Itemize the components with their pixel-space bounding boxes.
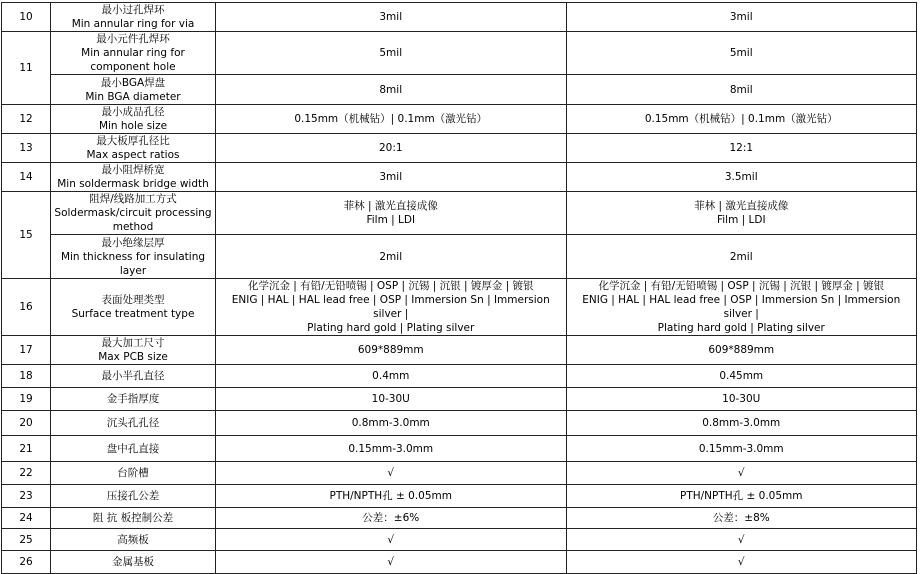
row-number: 20 (2, 411, 51, 436)
cell-line: √ (737, 467, 745, 479)
table-row (2, 75, 917, 105)
value-column-a (216, 105, 567, 134)
value-column-a (216, 32, 567, 75)
value-column-a (216, 134, 567, 163)
cell-line: √ (387, 467, 395, 479)
row-number: 18 (2, 365, 51, 388)
cell-line: 化学沉金 | 有铅/无铅喷锡 | OSP | 沉锡 | 沉银 | 镀厚金 | 镀银 (598, 280, 885, 292)
cell-line: 阻 抗 板控制公差 (92, 512, 174, 524)
cell-line: method (112, 221, 154, 233)
cell-line: 0.15mm（机械钻）| 0.1mm（激光钻） (294, 113, 488, 125)
value-column-a (216, 75, 567, 105)
row-number: 16 (2, 279, 51, 336)
value-column-a (216, 485, 567, 508)
value-column-b (566, 508, 917, 529)
row-number: 17 (2, 336, 51, 365)
cell-line: 高频板 (117, 533, 149, 546)
row-number: 13 (2, 134, 51, 163)
cell-line: PTH/NPTH孔 ± 0.05mm (329, 490, 452, 502)
cell-line: 0.8mm-3.0mm (702, 417, 781, 429)
cell-line: √ (737, 556, 745, 568)
cell-line: PTH/NPTH孔 ± 0.05mm (680, 490, 803, 502)
table-row (2, 32, 917, 75)
cell-line: 0.15mm（机械钻）| 0.1mm（激光钻） (644, 113, 838, 125)
table-row (2, 551, 917, 574)
value-column-a (216, 336, 567, 365)
value-column-b (566, 551, 917, 574)
cell-line: 最小过孔焊环 (101, 4, 165, 16)
item-name (51, 508, 216, 529)
item-name (51, 462, 216, 485)
value-column-a (216, 3, 567, 32)
row-number: 12 (2, 105, 51, 134)
cell-line: 阻焊/线路加工方式 (89, 193, 177, 205)
row-number: 11 (2, 32, 51, 105)
value-column-a (216, 508, 567, 529)
item-name (51, 105, 216, 134)
item-name (51, 134, 216, 163)
value-column-a (216, 436, 567, 462)
item-name (51, 529, 216, 551)
table-row (2, 508, 917, 529)
cell-line: Plating hard gold | Plating silver (307, 322, 475, 334)
table-row (2, 411, 917, 436)
table-row (2, 3, 917, 32)
cell-line: Min annular ring for via (71, 18, 195, 30)
value-column-b (566, 279, 917, 336)
value-column-a (216, 192, 567, 235)
row-number: 24 (2, 508, 51, 529)
cell-line: 609*889mm (708, 344, 775, 356)
value-column-a (216, 411, 567, 436)
cell-line: 最大加工尺寸 (101, 337, 165, 349)
value-column-b (566, 134, 917, 163)
cell-line: 0.15mm-3.0mm (348, 442, 434, 455)
cell-line: 菲林 | 激光直接成像 (694, 200, 789, 212)
item-name (51, 3, 216, 32)
item-name (51, 32, 216, 75)
cell-line: 10-30U (371, 393, 410, 405)
cell-line: 最小成品孔径 (101, 106, 165, 118)
value-column-b (566, 388, 917, 411)
cell-line: 0.4mm (372, 370, 410, 382)
cell-line: 最小半孔直径 (101, 370, 165, 382)
table-body (2, 3, 917, 574)
cell-line: 3mil (379, 11, 403, 23)
cell-line: √ (387, 533, 395, 546)
row-number: 23 (2, 485, 51, 508)
item-name (51, 436, 216, 462)
cell-line: √ (737, 533, 745, 546)
table-row (2, 163, 917, 192)
cell-line: 2mil (729, 250, 753, 263)
value-column-a (216, 388, 567, 411)
row-number: 22 (2, 462, 51, 485)
cell-line: √ (387, 556, 395, 568)
value-column-b (566, 163, 917, 192)
row-number: 14 (2, 163, 51, 192)
table-row (2, 485, 917, 508)
cell-line: 0.15mm-3.0mm (698, 442, 784, 455)
cell-line: layer (119, 264, 147, 277)
table-row (2, 235, 917, 279)
cell-line: 台阶槽 (117, 467, 149, 479)
row-number: 26 (2, 551, 51, 574)
item-name (51, 485, 216, 508)
cell-line: 609*889mm (357, 344, 424, 356)
value-column-b (566, 436, 917, 462)
cell-line: Min thickness for insulating (60, 250, 206, 263)
table-row (2, 336, 917, 365)
cell-line: 最小元件孔焊环 (96, 33, 170, 45)
cell-line: 3mil (729, 11, 753, 23)
cell-line: 3mil (379, 171, 403, 183)
value-column-b (566, 529, 917, 551)
cell-line: Film | LDI (366, 214, 416, 226)
cell-line: 金属基板 (112, 556, 154, 568)
table-row (2, 365, 917, 388)
cell-line: Film | LDI (716, 214, 766, 226)
item-name (51, 336, 216, 365)
cell-line: 最小阻焊桥宽 (101, 164, 165, 176)
cell-line: 3.5mil (724, 171, 758, 183)
cell-line: 0.8mm-3.0mm (351, 417, 430, 429)
cell-line: 盘中孔直接 (106, 442, 160, 455)
row-number: 25 (2, 529, 51, 551)
cell-line: 沉头孔孔径 (106, 417, 160, 429)
cell-line: 最小BGA焊盘 (100, 76, 166, 89)
cell-line: Surface treatment type (71, 308, 195, 320)
cell-line: 20:1 (378, 142, 403, 154)
value-column-a (216, 529, 567, 551)
table-row (2, 436, 917, 462)
table-row (2, 279, 917, 336)
value-column-b (566, 235, 917, 279)
cell-line: 8mil (379, 83, 403, 96)
cell-line: 金手指厚度 (106, 393, 160, 405)
cell-line: 8mil (729, 83, 753, 96)
value-column-b (566, 365, 917, 388)
cell-line: ENIG | HAL | HAL lead free | OSP | Immersion Sn | Immersion silver | (582, 294, 901, 320)
value-column-a (216, 235, 567, 279)
cell-line: Min soldermask bridge width (57, 178, 209, 190)
item-name (51, 192, 216, 235)
value-column-a (216, 279, 567, 336)
cell-line: ENIG | HAL | HAL lead free | OSP | Immersion Sn | Immersion silver | (231, 294, 550, 320)
table-row (2, 134, 917, 163)
row-number: 15 (2, 192, 51, 279)
cell-line: 0.45mm (719, 370, 764, 382)
row-number: 10 (2, 3, 51, 32)
cell-line: 最大板厚孔径比 (96, 135, 170, 147)
value-column-a (216, 365, 567, 388)
item-name (51, 235, 216, 279)
value-column-b (566, 462, 917, 485)
cell-line: Soldermask/circuit processing (54, 207, 212, 219)
table-row (2, 105, 917, 134)
cell-line: component hole (90, 61, 176, 73)
value-column-b (566, 336, 917, 365)
value-column-b (566, 192, 917, 235)
cell-line: 12:1 (729, 142, 754, 154)
row-number: 21 (2, 436, 51, 462)
cell-line: 10-30U (722, 393, 761, 405)
cell-line: 公差：±6% (362, 512, 420, 524)
item-name (51, 388, 216, 411)
table-row (2, 462, 917, 485)
table-row (2, 192, 917, 235)
value-column-a (216, 163, 567, 192)
value-column-a (216, 462, 567, 485)
value-column-b (566, 411, 917, 436)
cell-line: Plating hard gold | Plating silver (657, 322, 825, 334)
cell-line: 2mil (379, 250, 403, 263)
pcb-capability-table (1, 2, 917, 574)
value-column-b (566, 3, 917, 32)
table-row (2, 529, 917, 551)
item-name (51, 163, 216, 192)
value-column-b (566, 485, 917, 508)
cell-line: 最小绝缘层厚 (101, 236, 165, 249)
cell-line: 压接孔公差 (106, 490, 160, 502)
cell-line: 菲林 | 激光直接成像 (343, 200, 438, 212)
item-name (51, 365, 216, 388)
cell-line: 化学沉金 | 有铅/无铅喷锡 | OSP | 沉锡 | 沉银 | 镀厚金 | 镀银 (247, 280, 534, 292)
cell-line: Max PCB size (98, 351, 168, 363)
value-column-b (566, 32, 917, 75)
item-name (51, 411, 216, 436)
value-column-a (216, 551, 567, 574)
cell-line: 5mil (729, 47, 753, 59)
table-row (2, 388, 917, 411)
cell-line: Min annular ring for (81, 47, 185, 59)
row-number: 19 (2, 388, 51, 411)
item-name (51, 551, 216, 574)
item-name (51, 75, 216, 105)
cell-line: 公差：±8% (712, 512, 770, 524)
value-column-b (566, 105, 917, 134)
item-name (51, 279, 216, 336)
cell-line: 表面处理类型 (101, 294, 165, 306)
cell-line: Max aspect ratios (86, 149, 180, 161)
cell-line: 5mil (379, 47, 403, 59)
cell-line: Min BGA diameter (85, 90, 181, 103)
value-column-b (566, 75, 917, 105)
cell-line: Min hole size (98, 120, 168, 132)
